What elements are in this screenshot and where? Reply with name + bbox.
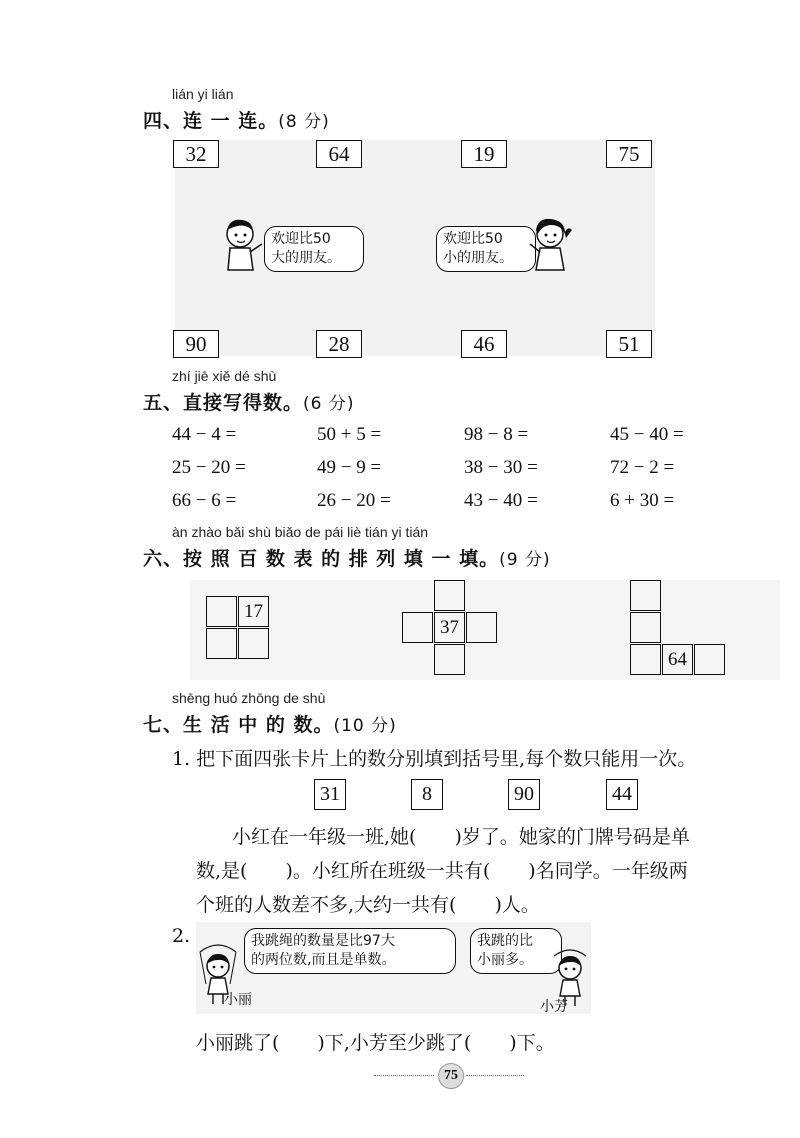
- heading-sec7-title: 七、生 活 中 的 数。: [143, 714, 334, 736]
- grid-cell[interactable]: [466, 612, 497, 643]
- heading-sec5-score: (6 分): [303, 394, 355, 414]
- expression: 49 − 9 =: [317, 457, 382, 478]
- grid-cell[interactable]: [694, 644, 725, 675]
- number-box-top-3: 19: [461, 140, 507, 168]
- number-box-top-4: 75: [606, 140, 652, 168]
- expression: 72 − 2 =: [610, 457, 675, 478]
- number-card-3: 90: [508, 779, 540, 810]
- bubble-xiaoli-line-2: 的两位数,而且是单数。: [251, 952, 396, 968]
- number-box-bottom-3: 46: [461, 330, 507, 358]
- number-card-4: 44: [606, 779, 638, 810]
- speech-bubble-xiaoli: [244, 928, 456, 974]
- page-number: 75: [438, 1063, 464, 1089]
- number-box-top-1: 32: [173, 140, 219, 168]
- grid-cell[interactable]: [402, 612, 433, 643]
- pinyin-sec5: zhí jiē xiě dé shù: [172, 368, 277, 384]
- expression: 98 − 8 =: [464, 424, 529, 445]
- pinyin-sec6: àn zhào bǎi shù biǎo de pái liè tián yi tián: [172, 524, 429, 540]
- heading-sec4-title: 四、连 一 连。: [143, 110, 279, 132]
- expression: 26 − 20 =: [317, 490, 391, 511]
- number-card-2: 8: [411, 779, 443, 810]
- boy-left-illustration: [218, 214, 268, 276]
- number-box-bottom-4: 51: [606, 330, 652, 358]
- expression: 66 − 6 =: [172, 490, 237, 511]
- grid-cell[interactable]: [206, 596, 237, 627]
- grid-cell-given: 37: [434, 612, 465, 643]
- expression: 44 − 4 =: [172, 424, 237, 445]
- question-2-label: 2.: [172, 925, 191, 947]
- heading-sec5: [143, 388, 355, 415]
- number-box-bottom-2: 28: [316, 330, 362, 358]
- grid-cell-given: 64: [662, 644, 693, 675]
- grid-cell[interactable]: [238, 628, 269, 659]
- answer-line: 小丽跳了( )下,小芳至少跳了( )下。: [196, 1032, 555, 1054]
- bubble-less-line-1: 欢迎比50: [443, 231, 503, 247]
- expression: 50 + 5 =: [317, 424, 382, 445]
- speech-bubble-greater-50: [264, 226, 364, 272]
- grid-cell[interactable]: [630, 580, 661, 611]
- hundred-grid-2: [402, 580, 498, 676]
- bubble-xiaoli-line-1: 我跳绳的数量是比97大: [251, 933, 395, 949]
- pinyin-sec7: shēng huó zhōng de shù: [172, 690, 326, 706]
- name-xiaoli: 小丽: [224, 992, 252, 1008]
- grid-cell-given: 17: [238, 596, 269, 627]
- heading-sec6: [143, 544, 551, 571]
- number-box-bottom-1: 90: [173, 330, 219, 358]
- bubble-less-line-2: 小的朋友。: [443, 250, 513, 266]
- footer-dotline-left: [374, 1075, 434, 1076]
- paragraph-line-1: 小红在一年级一班,她( )岁了。她家的门牌号码是单: [232, 826, 690, 848]
- bubble-xiaofang-line-1: 我跳的比: [477, 933, 533, 949]
- pinyin-sec4: lián yi lián: [172, 86, 234, 102]
- expression: 43 − 40 =: [464, 490, 538, 511]
- hundred-grid-3: [630, 580, 726, 676]
- speech-bubble-less-50: [436, 226, 536, 272]
- footer-dotline-right: [466, 1075, 524, 1076]
- grid-cell[interactable]: [434, 644, 465, 675]
- grid-cell[interactable]: [630, 612, 661, 643]
- speech-bubble-xiaofang: [470, 928, 562, 974]
- heading-sec4: [143, 106, 330, 133]
- hundred-grid-1: [206, 596, 270, 660]
- heading-sec7-score: (10 分): [333, 716, 397, 736]
- name-xiaofang: 小芳: [540, 999, 568, 1015]
- grid-cell[interactable]: [434, 580, 465, 611]
- question-1-text: 1. 把下面四张卡片上的数分别填到括号里,每个数只能用一次。: [172, 748, 697, 770]
- number-card-1: 31: [314, 779, 346, 810]
- grid-cell[interactable]: [206, 628, 237, 659]
- expression: 45 − 40 =: [610, 424, 684, 445]
- expression: 25 − 20 =: [172, 457, 246, 478]
- heading-sec6-title: 六、按 照 百 数 表 的 排 列 填 一 填。: [143, 548, 500, 570]
- girl-right-illustration: [524, 212, 578, 276]
- paragraph-line-2: 数,是( )。小红所在班级一共有( )名同学。一年级两: [196, 860, 688, 882]
- expression: 38 − 30 =: [464, 457, 538, 478]
- heading-sec4-score: (8 分): [278, 112, 330, 132]
- paragraph-line-3: 个班的人数差不多,大约一共有( )人。: [196, 894, 540, 916]
- bubble-greater-line-2: 大的朋友。: [271, 250, 341, 266]
- heading-sec6-score: (9 分): [499, 550, 551, 570]
- bubble-xiaofang-line-2: 小丽多。: [477, 952, 533, 968]
- bubble-greater-line-1: 欢迎比50: [271, 231, 331, 247]
- heading-sec5-title: 五、直接写得数。: [143, 392, 304, 414]
- expression: 6 + 30 =: [610, 490, 675, 511]
- number-box-top-2: 64: [316, 140, 362, 168]
- grid-cell[interactable]: [630, 644, 661, 675]
- heading-sec7: [143, 710, 397, 737]
